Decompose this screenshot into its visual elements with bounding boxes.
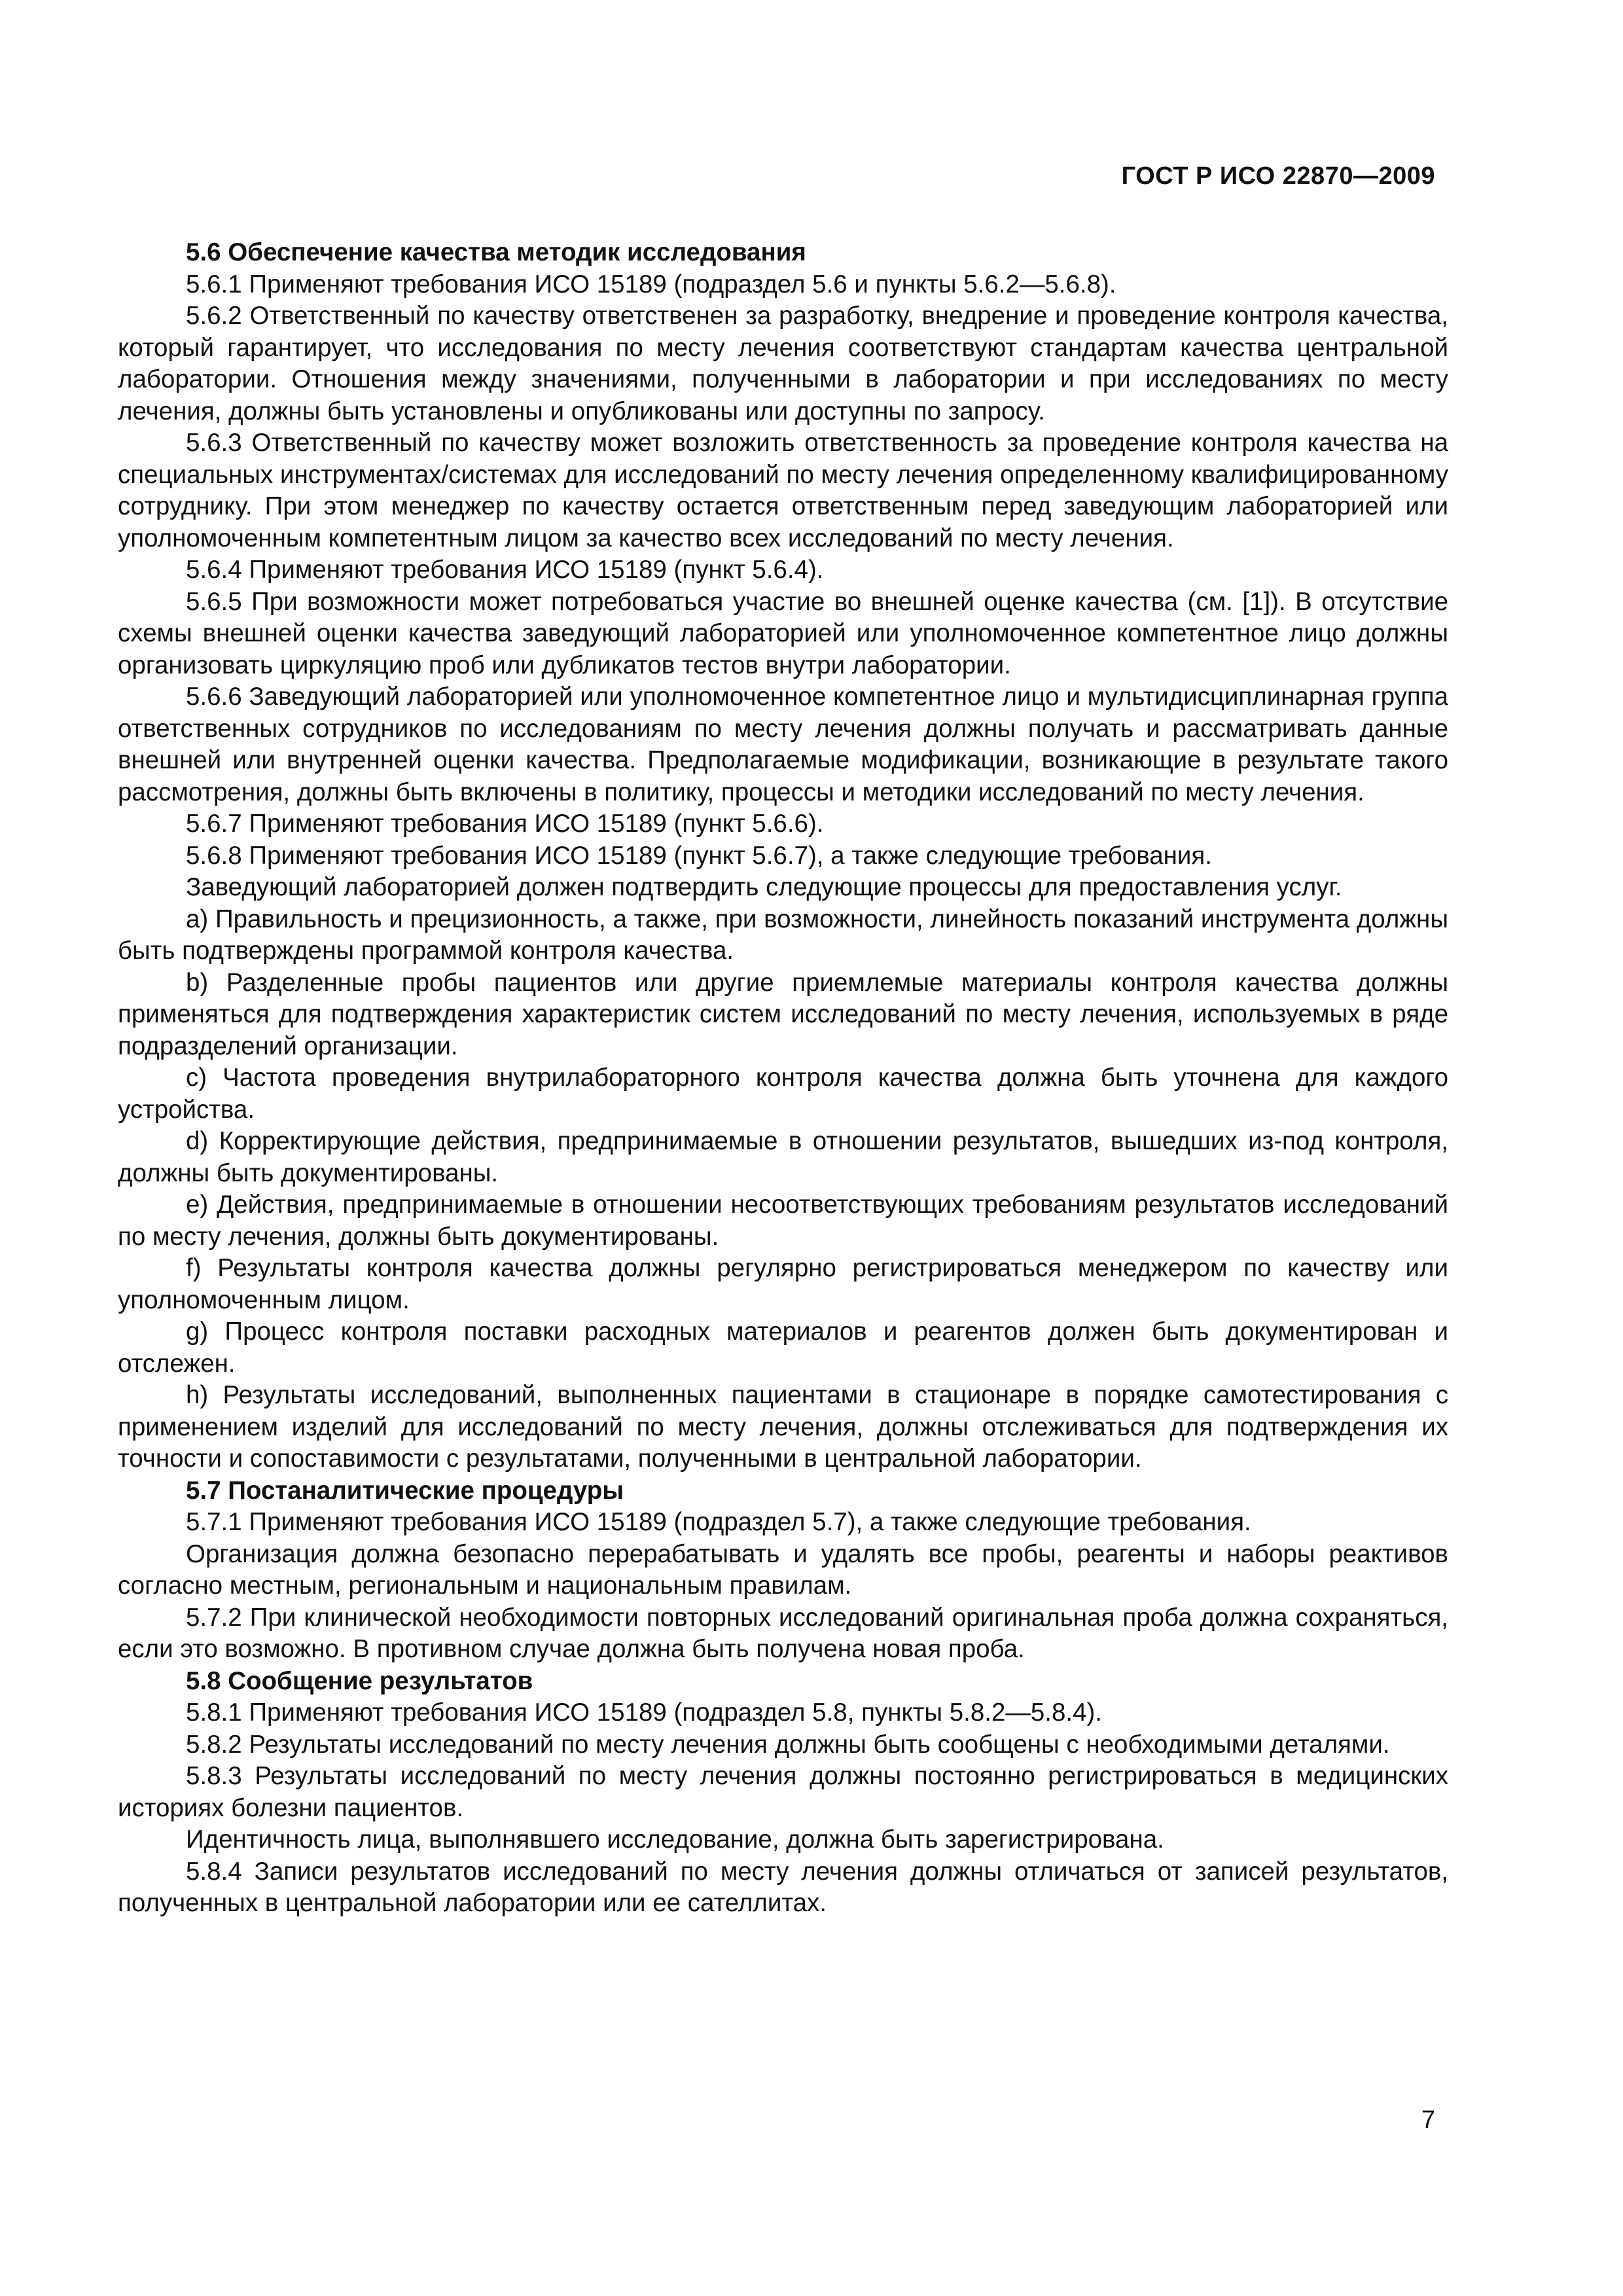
paragraph-5-8-2: 5.8.2 Результаты исследований по месту лечения должны быть сообщены с необходимыми деталями.	[186, 1730, 1390, 1759]
paragraph-5-7-2: 5.7.2 При клинической необходимости повторных исследований оригинальная проба должна сохраняться, если это возможно. В противном случае должна быть получена новая проба.	[118, 1603, 1448, 1663]
paragraph-5-6-3: 5.6.3 Ответственный по качеству может возложить ответственность за проведение контроля качества на специальных инструментах/системах для исследований по месту лечения определенному квалифицированному сотруднику. При этом менеджер по качеству остается ответственным перед заведующим лабораторией или уполномоченным компетентным лицом за качество всех исследований по месту лечения.	[118, 429, 1448, 552]
paragraph-5-8-4: 5.8.4 Записи результатов исследований по месту лечения должны отличаться от записей результатов, полученных в центральной лаборатории или ее сателлитах.	[118, 1857, 1448, 1917]
paragraph-5-6-4: 5.6.4 Применяют требования ИСО 15189 (пункт 5.6.4).	[186, 556, 824, 584]
list-item-e: e) Действия, предпринимаемые в отношении несоответствующих требованиям результатов исследований по месту лечения, должны быть документированы.	[118, 1191, 1448, 1251]
page-number: 7	[1421, 2106, 1435, 2134]
list-item-f: f) Результаты контроля качества должны регулярно регистрироваться менеджером по качеству или уполномоченным лицом.	[118, 1254, 1448, 1314]
list-item-c: c) Частота проведения внутрилабораторного контроля качества должна быть уточнена для каждого устройства.	[118, 1064, 1448, 1124]
section-heading-5-8: 5.8 Сообщение результатов	[186, 1666, 533, 1695]
paragraph-5-8-3-identity: Идентичность лица, выполнявшего исследование, должна быть зарегистрирована.	[186, 1825, 1164, 1854]
paragraph-5-6-7: 5.6.7 Применяют требования ИСО 15189 (пункт 5.6.6).	[186, 810, 824, 838]
list-item-b: b) Разделенные пробы пациентов или другие приемлемые материалы контроля качества должны применяться для подтверждения характеристик систем исследований по месту лечения, используемых в ряде подразделений организации.	[118, 968, 1448, 1060]
paragraph-5-6-8-intro: Заведующий лабораторией должен подтвердить следующие процессы для предоставления услуг.	[186, 873, 1342, 901]
list-item-a: a) Правильность и прецизионность, а также, при возможности, линейность показаний инструмента должны быть подтверждены программой контроля качества.	[118, 905, 1448, 965]
paragraph-5-6-8: 5.6.8 Применяют требования ИСО 15189 (пункт 5.6.7), а также следующие требования.	[186, 841, 1212, 870]
paragraph-5-6-2: 5.6.2 Ответственный по качеству ответственен за разработку, внедрение и проведение контроля качества, который гарантирует, что исследования по месту лечения соответствуют стандартам качества центральной лаборатории. Отношения между значениями, полученными в лаборатории и при исследованиях по месту лечения, должны быть установлены и опубликованы или доступны по запросу.	[118, 302, 1448, 425]
paragraph-5-6-6: 5.6.6 Заведующий лабораторией или уполномоченное компетентное лицо и мультидисциплинарная группа ответственных сотрудников по исследованиям по месту лечения должны получать и рассматривать данные внешней или внутренней оценки качества. Предполагаемые модификации, возникающие в результате такого рассмотрения, должны быть включены в политику, процессы и методики исследований по месту лечения.	[118, 683, 1448, 806]
document-body	[118, 237, 1448, 1920]
list-item-g: g) Процесс контроля поставки расходных материалов и реагентов должен быть документирован и отслежен.	[118, 1318, 1448, 1378]
paragraph-5-7-1: 5.7.1 Применяют требования ИСО 15189 (подраздел 5.7), а также следующие требования.	[186, 1508, 1251, 1536]
paragraph-5-6-1: 5.6.1 Применяют требования ИСО 15189 (подраздел 5.6 и пункты 5.6.2—5.6.8).	[186, 270, 1116, 298]
section-heading-5-6: 5.6 Обеспечение качества методик исследования	[186, 238, 806, 266]
section-heading-5-7: 5.7 Постаналитические процедуры	[186, 1476, 624, 1505]
paragraph-5-6-5: 5.6.5 При возможности может потребоваться участие во внешней оценке качества (см. [1]). В отсутствие схемы внешней оценки качества заведующий лабораторией или уполномоченное компетентное лицо должны организовать циркуляцию проб или дубликатов тестов внутри лаборатории.	[118, 587, 1448, 679]
list-item-d: d) Корректирующие действия, предпринимаемые в отношении результатов, вышедших из-под контроля, должны быть документированы.	[118, 1127, 1448, 1187]
document-header-standard-id: ГОСТ Р ИСО 22870—2009	[1121, 162, 1435, 190]
paragraph-5-7-1-disposal: Организация должна безопасно перерабатывать и удалять все пробы, реагенты и наборы реактивов согласно местным, региональным и национальным правилам.	[118, 1539, 1448, 1600]
paragraph-5-8-1: 5.8.1 Применяют требования ИСО 15189 (подраздел 5.8, пункты 5.8.2—5.8.4).	[186, 1698, 1103, 1727]
list-item-h: h) Результаты исследований, выполненных пациентами в стационаре в порядке самотестирования с применением изделий для исследований по месту лечения, должны отслеживаться для подтверждения их точности и сопоставимости с результатами, полученными в центральной лаборатории.	[118, 1381, 1448, 1473]
paragraph-5-8-3: 5.8.3 Результаты исследований по месту лечения должны постоянно регистрироваться в медицинских историях болезни пациентов.	[118, 1762, 1448, 1822]
